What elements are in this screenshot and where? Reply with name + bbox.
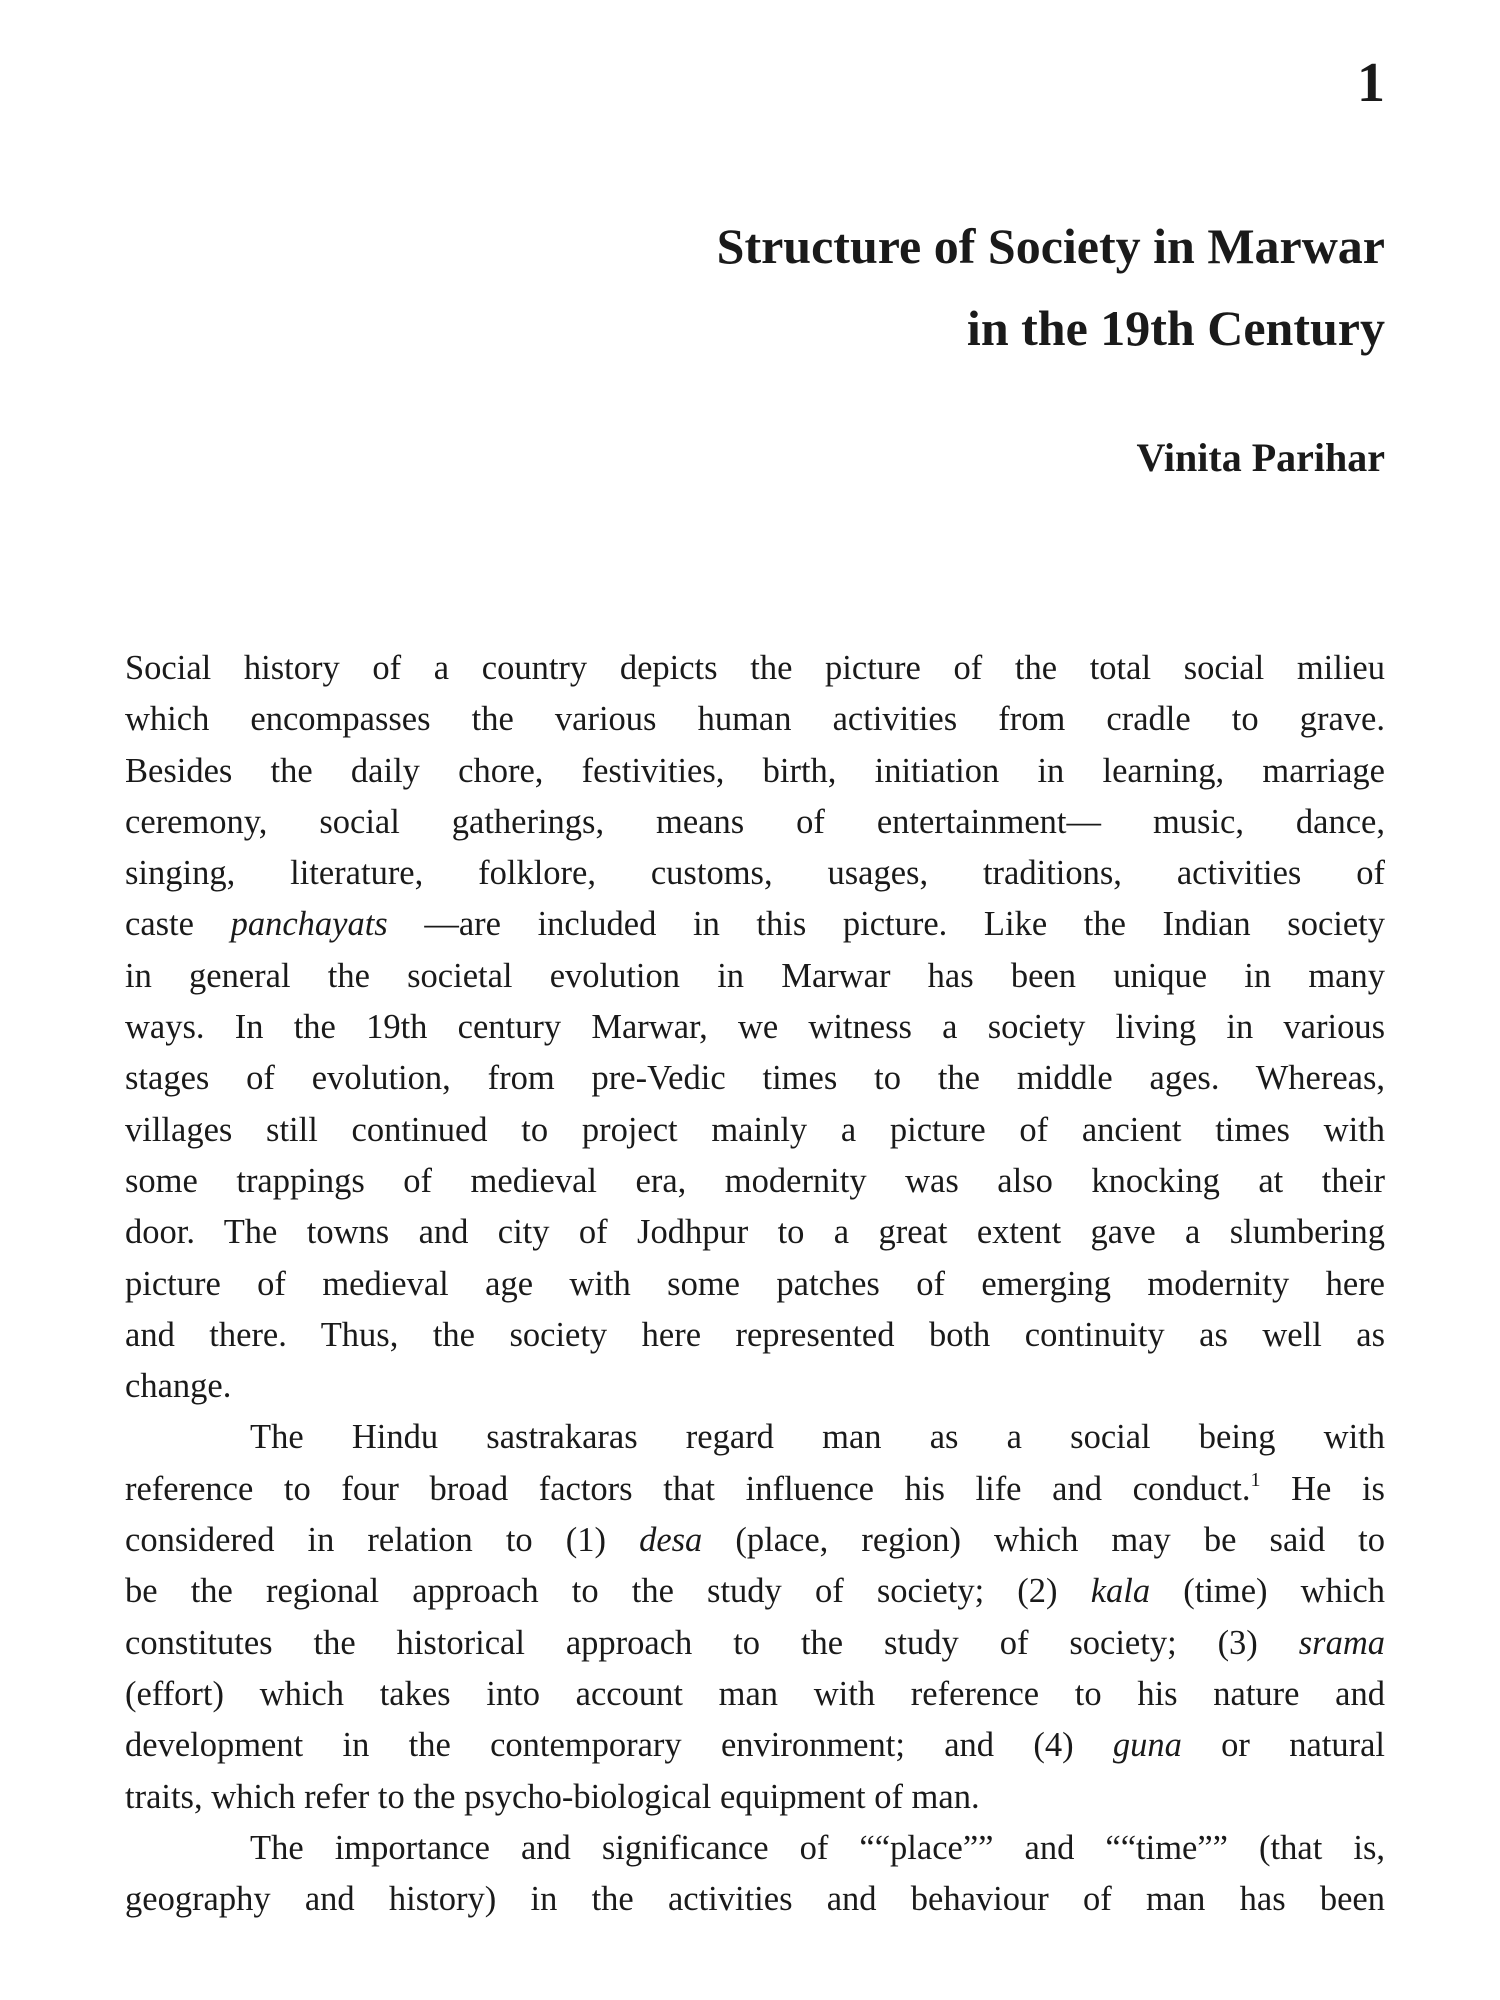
text-line bbox=[125, 899, 1385, 950]
text-line bbox=[125, 1464, 1385, 1515]
text-line bbox=[125, 1874, 1385, 1925]
text-run: singing, literature, folklore, customs, usages, traditions, activities of bbox=[125, 854, 1385, 893]
text-line bbox=[125, 1259, 1385, 1310]
text-line bbox=[125, 1361, 1385, 1412]
text-run: some trappings of medieval era, modernity was also knocking at their bbox=[125, 1161, 1385, 1200]
text-line bbox=[125, 1669, 1385, 1720]
chapter-title-line-1: Structure of Society in Marwar bbox=[716, 218, 1385, 274]
text-run: be the regional approach to the study of society; (2) bbox=[125, 1572, 1091, 1611]
italic-term: desa bbox=[639, 1521, 703, 1560]
text-run: in general the societal evolution in Marwar has been unique in many bbox=[125, 956, 1385, 995]
text-line bbox=[125, 1566, 1385, 1617]
text-run: development in the contemporary environment; and (4) bbox=[125, 1726, 1113, 1765]
text-line bbox=[125, 797, 1385, 848]
text-line bbox=[125, 1156, 1385, 1207]
text-line bbox=[125, 1720, 1385, 1771]
text-run: picture of medieval age with some patches of emerging modernity here bbox=[125, 1264, 1385, 1303]
chapter-number: 1 bbox=[1357, 52, 1385, 114]
text-line bbox=[125, 1310, 1385, 1361]
text-run: ceremony, social gatherings, means of entertainment— music, dance, bbox=[125, 802, 1385, 841]
italic-term: srama bbox=[1298, 1623, 1385, 1662]
text-run: He is bbox=[1260, 1469, 1385, 1508]
text-run: Besides the daily chore, festivities, birth, initiation in learning, marriage bbox=[125, 751, 1385, 790]
text-run: considered in relation to (1) bbox=[125, 1521, 640, 1560]
text-run: traits, which refer to the psycho-biological equipment of man. bbox=[125, 1777, 980, 1816]
chapter-title-line-2: in the 19th Century bbox=[966, 300, 1385, 356]
text-run: The Hindu sastrakaras regard man as a social being with bbox=[250, 1418, 1385, 1457]
italic-term: guna bbox=[1112, 1726, 1182, 1765]
text-run: geography and history) in the activities and behaviour of man has been bbox=[125, 1880, 1385, 1919]
text-run: villages still continued to project mainly a picture of ancient times with bbox=[125, 1110, 1385, 1149]
text-run: change. bbox=[125, 1367, 232, 1406]
text-run: stages of evolution, from pre-Vedic times to the middle ages. Whereas, bbox=[125, 1059, 1385, 1098]
text-run: reference to four broad factors that influence his life and conduct. bbox=[125, 1469, 1251, 1508]
text-line bbox=[125, 1002, 1385, 1053]
author-name: Vinita Parihar bbox=[1136, 435, 1385, 480]
paragraph bbox=[125, 643, 1385, 1412]
text-line bbox=[125, 643, 1385, 694]
text-line bbox=[125, 848, 1385, 899]
text-run: which encompasses the various human activities from cradle to grave. bbox=[125, 700, 1385, 739]
text-run: ways. In the 19th century Marwar, we witness a society living in various bbox=[125, 1008, 1385, 1047]
text-run: The importance and significance of ““place”” and ““time”” (that is, bbox=[250, 1828, 1385, 1867]
text-line bbox=[125, 1772, 1385, 1823]
text-run: Social history of a country depicts the picture of the total social milieu bbox=[125, 649, 1385, 687]
text-line bbox=[125, 1105, 1385, 1156]
text-run: —are included in this picture. Like the Indian society bbox=[387, 905, 1386, 944]
text-run: door. The towns and city of Jodhpur to a great extent gave a slumbering bbox=[125, 1213, 1385, 1252]
text-line bbox=[125, 1618, 1385, 1669]
text-line bbox=[125, 746, 1385, 797]
footnote-ref: 1 bbox=[1250, 1468, 1261, 1491]
text-run: or natural bbox=[1181, 1726, 1385, 1765]
text-run: (time) which bbox=[1150, 1572, 1385, 1611]
chapter-title bbox=[717, 205, 1385, 369]
text-line bbox=[125, 1823, 1385, 1874]
text-run: (effort) which takes into account man with reference to his nature and bbox=[125, 1674, 1385, 1713]
text-line bbox=[125, 951, 1385, 1002]
text-line bbox=[125, 1412, 1385, 1463]
paragraph bbox=[125, 1823, 1385, 1926]
text-line bbox=[125, 694, 1385, 745]
text-run: constitutes the historical approach to the study of society; (3) bbox=[125, 1623, 1299, 1662]
italic-term: panchayats bbox=[230, 905, 388, 944]
text-run: caste bbox=[125, 905, 231, 944]
text-line bbox=[125, 1053, 1385, 1104]
italic-term: kala bbox=[1090, 1572, 1151, 1611]
text-run: and there. Thus, the society here represented both continuity as well as bbox=[125, 1315, 1385, 1354]
text-run: (place, region) which may be said to bbox=[702, 1521, 1385, 1560]
text-line bbox=[125, 1207, 1385, 1258]
text-line bbox=[125, 1515, 1385, 1566]
paragraph bbox=[125, 1412, 1385, 1822]
body-text bbox=[125, 643, 1385, 1925]
